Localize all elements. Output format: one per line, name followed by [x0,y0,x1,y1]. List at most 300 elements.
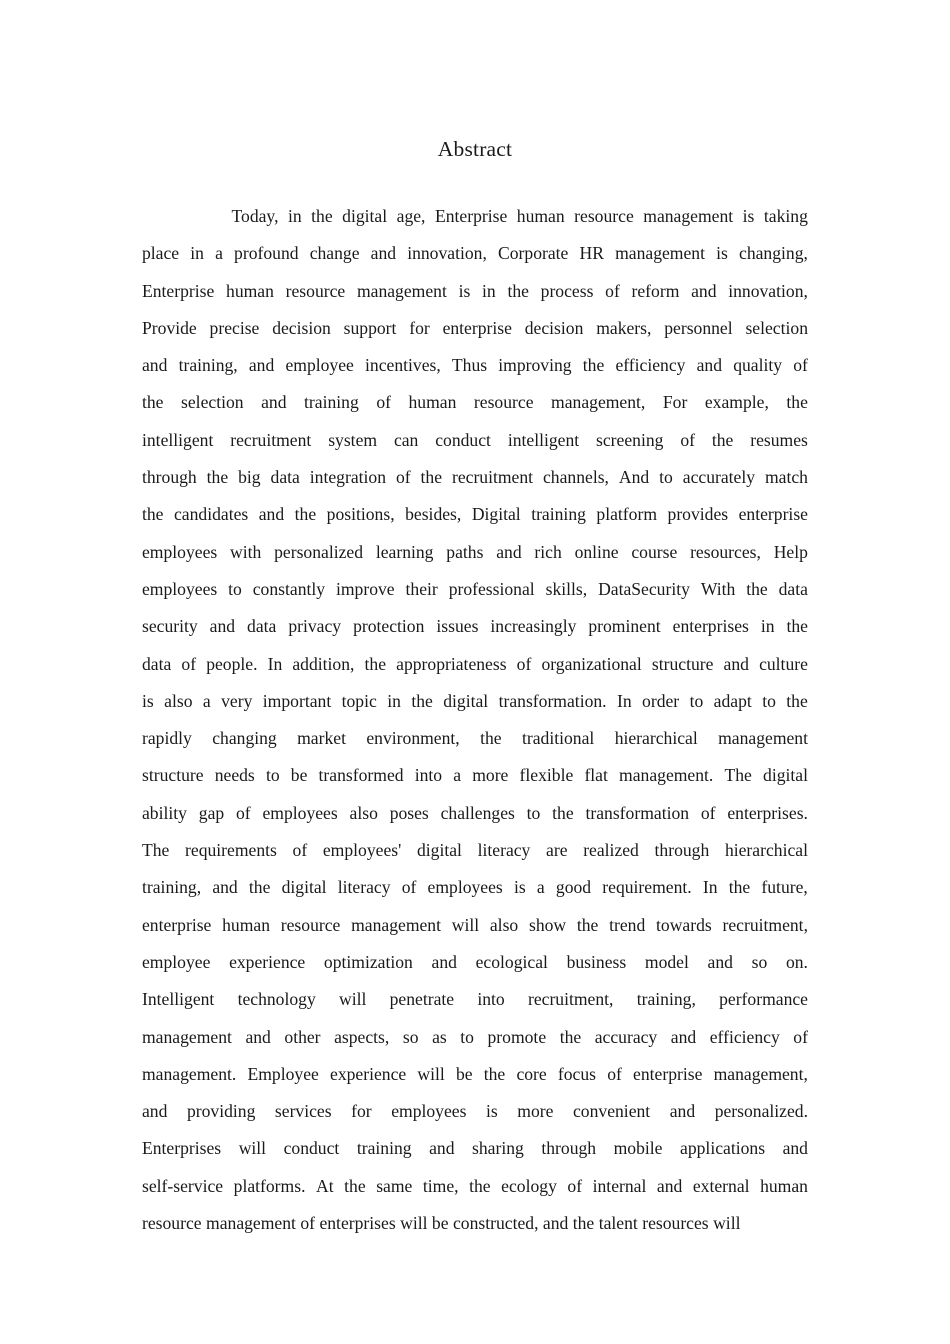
word: will [238,1138,267,1159]
word: to [762,690,776,711]
word: also [164,690,193,711]
word: employees [142,578,218,599]
word: convenient [573,1101,651,1122]
word: providing [186,1101,256,1122]
word: system [328,429,378,450]
abstract-paragraph [142,198,808,1242]
word: constantly [252,578,326,599]
word: the [552,802,574,823]
word: business [566,951,627,972]
word: sharing [472,1138,524,1159]
word: of [516,653,532,674]
word: challenges [440,802,515,823]
word: adapt [713,690,752,711]
word: of [181,653,197,674]
word: applications [680,1138,766,1159]
abstract-line [142,795,808,832]
word: In [702,877,718,898]
abstract-line [142,235,808,272]
word: ecological [475,951,548,972]
word: the [576,914,599,935]
word: place [142,243,180,264]
word: the [142,504,164,525]
word: to [526,802,541,823]
word: the [786,392,808,413]
word: data [142,653,172,674]
word: human [408,392,457,413]
word: digital [763,765,808,786]
word: external [692,1175,750,1196]
word: through [142,467,197,488]
abstract-line [142,646,808,683]
word: hierarchical [614,728,698,749]
word: personalized. [714,1101,808,1122]
word: enterprise [142,914,212,935]
word: the [248,877,271,898]
word: time, [422,1175,459,1196]
abstract-line [142,981,808,1018]
word: platform [596,504,658,525]
word: of [567,1175,583,1196]
word: in [482,280,496,301]
word: constructed, [452,1213,539,1234]
word: and [670,1026,697,1047]
word: and [542,1213,569,1234]
abstract-line [142,496,808,533]
word: management [206,1213,296,1234]
word: skills, [545,578,588,599]
word: resumes [750,429,808,450]
word: training, [142,877,202,898]
word: ability [142,802,187,823]
word: of [395,467,411,488]
word: to [460,1026,474,1047]
word: personalized [274,541,364,562]
abstract-line [142,944,808,981]
word: Intelligent [142,989,215,1010]
word: With [700,578,736,599]
word: digital [342,206,388,226]
word: same [376,1175,413,1196]
word: training [304,392,359,413]
abstract-line [142,907,808,944]
word: structure [142,765,204,786]
word: to [265,765,280,786]
word: requirement. [602,877,692,898]
word: process [540,280,594,301]
word: enterprises [672,616,749,637]
word: enterprises [319,1213,396,1234]
word: talent [598,1213,638,1234]
word: be [431,1213,449,1234]
word: and [496,541,522,562]
word: more [472,765,509,786]
word: the [480,728,502,749]
word: the [572,1213,595,1234]
word: addition, [292,653,355,674]
word: paths [446,541,484,562]
word: needs [214,765,255,786]
word: protection [353,616,425,637]
word: rapidly [142,728,192,749]
word: of [607,1063,622,1084]
word: the [420,467,443,488]
paragraph-indent [142,198,222,235]
word: management [643,206,734,226]
word: of [300,1213,316,1234]
word: penetrate [389,989,455,1010]
word: changing, [739,243,808,264]
word: data [270,467,300,488]
abstract-line [142,608,808,645]
word: through [541,1138,597,1159]
word: is [458,280,471,301]
word: accurately [682,467,756,488]
word: channels, [543,467,609,488]
word: will [400,1213,428,1234]
word: data [247,616,277,637]
word: candidates [174,504,249,525]
abstract-line [142,571,808,608]
word: hierarchical [724,840,808,861]
word: recruitment [230,429,312,450]
word: in [287,206,302,226]
word: training [356,1138,412,1159]
word: for [409,317,430,338]
abstract-line [142,384,808,421]
word: requirements [185,840,277,861]
word: is [716,243,728,264]
word: technology [237,989,316,1010]
word: intelligent [507,429,580,450]
word: important [262,690,332,711]
word: into [477,989,505,1010]
word: Enterprise [142,280,215,301]
word: also [489,914,519,935]
word: transformation [585,802,690,823]
word: show [528,914,567,935]
word: of [793,1026,808,1047]
word: is [742,206,755,226]
word: security [142,616,198,637]
word: resource [285,280,346,301]
word: the [344,1175,366,1196]
word: resources, [690,541,761,562]
word: training [531,504,586,525]
word: and [258,504,285,525]
word: through [654,840,710,861]
abstract-line [142,422,808,459]
word: transformation. [498,690,607,711]
word: of [292,840,308,861]
word: training, [178,355,238,376]
word: decision [272,317,331,338]
word: course [631,541,678,562]
word: so [751,951,768,972]
word: of [401,877,417,898]
word: recruitment, [722,914,808,935]
word: in [190,243,204,264]
word: and [696,355,723,376]
word: model [644,951,689,972]
abstract-line [142,1205,808,1242]
word: efficiency [615,355,686,376]
abstract-line [142,1019,808,1056]
word: precise [209,317,260,338]
word: and [142,355,168,376]
word: At [316,1175,334,1196]
word: And [618,467,650,488]
word: accuracy [594,1026,658,1047]
word: increasingly [490,616,577,637]
word: recruitment [451,467,534,488]
word: and [656,1175,683,1196]
word: platforms. [233,1175,306,1196]
word: human [222,914,271,935]
word: are [546,840,568,861]
word: reform [631,280,680,301]
word: Today, [231,206,279,226]
abstract-line [142,683,808,720]
word: the [711,429,734,450]
word: a [536,877,545,898]
word: the [746,578,768,599]
word: intelligent [142,429,214,450]
word: of [680,429,695,450]
word: can [393,429,419,450]
word: of [793,355,808,376]
word: of [605,280,620,301]
word: professional [448,578,535,599]
word: the [786,690,808,711]
word: core [516,1063,547,1084]
word: with [230,541,262,562]
word: organizational [541,653,642,674]
word: be [290,765,308,786]
word: topic [341,690,377,711]
word: realized [583,840,639,861]
word: towards [656,914,712,935]
word: innovation, [728,280,808,301]
word: Corporate [498,243,569,264]
word: In [616,690,632,711]
word: the [786,616,808,637]
abstract-line [142,310,808,347]
word: and [723,653,749,674]
word: The [724,765,752,786]
word: and [669,1101,696,1122]
word: For [662,392,688,413]
word: and [142,1101,168,1122]
word: digital [281,877,327,898]
abstract-line [142,459,808,496]
word: also [349,802,378,823]
word: The [142,840,170,861]
word: support [343,317,397,338]
word: Thus [451,355,488,376]
page-title: Abstract [437,137,513,162]
word: ecology [501,1175,557,1196]
word: the [469,1175,491,1196]
word: big [238,467,261,488]
word: profound [234,243,299,264]
word: human [760,1175,808,1196]
word: appropriateness [396,653,507,674]
word: management [142,1026,232,1047]
word: learning [375,541,434,562]
word: on. [785,951,808,972]
abstract-line [142,1093,808,1130]
word: makers, [596,317,652,338]
abstract-line [142,869,808,906]
word: digital [443,690,489,711]
word: the [206,467,229,488]
abstract-line [142,757,808,794]
word: to [689,690,704,711]
abstract-line [142,720,808,757]
word: provides [667,504,729,525]
word: enterprises. [727,802,808,823]
word: is [486,1101,498,1122]
word: performance [719,989,808,1010]
word: human [226,280,274,301]
word: self-service [142,1175,224,1196]
word: the [483,1063,506,1084]
word: Help [773,541,808,562]
word: employee [142,951,211,972]
word: services [274,1101,332,1122]
word: literacy [477,840,531,861]
word: in [387,690,401,711]
word: will [339,989,367,1010]
word: order [642,690,680,711]
word: and [209,616,236,637]
word: focus [557,1063,597,1084]
word: very [221,690,253,711]
word: a [215,243,223,264]
abstract-line [142,534,808,571]
word: resource [574,206,634,226]
word: internal [592,1175,647,1196]
word: DataSecurity [598,578,690,599]
word: age, [396,206,426,226]
word: is [513,877,526,898]
word: screening [596,429,664,450]
word: management [356,280,447,301]
word: selection [181,392,244,413]
word: and [782,1138,808,1159]
word: taking [763,206,808,226]
word: a [453,765,462,786]
word: will [713,1213,741,1234]
word: HR [579,243,604,264]
word: good [555,877,592,898]
word: to [228,578,242,599]
abstract-line [142,273,808,310]
word: and [245,1026,271,1047]
word: example, [704,392,769,413]
word: be [455,1063,473,1084]
word: incentives, [365,355,441,376]
word: match [764,467,808,488]
word: the [582,355,605,376]
word: transformed [318,765,404,786]
word: besides, [405,504,462,525]
word: of [236,802,251,823]
word: management, [551,392,646,413]
word: enterprise [633,1063,703,1084]
word: In [267,653,283,674]
word: literacy [337,877,391,898]
word: Employee [247,1063,319,1084]
word: conduct [283,1138,340,1159]
word: conduct [435,429,491,450]
word: improve [335,578,395,599]
word: digital [416,840,462,861]
word: Provide [142,317,197,338]
word: environment, [366,728,460,749]
word: the [311,206,333,226]
word: resources [642,1213,709,1234]
abstract-line [142,347,808,384]
word: employees' [322,840,402,861]
word: training, [636,989,696,1010]
word: will [451,914,480,935]
word: and [691,280,717,301]
word: data [778,578,808,599]
word: changing [212,728,277,749]
word: prominent [588,616,661,637]
word: people. [206,653,258,674]
word: issues [436,616,479,637]
word: to [659,467,673,488]
word: and [431,951,457,972]
word: trend [609,914,646,935]
word: as [432,1026,447,1047]
word: experience [229,951,306,972]
word: Enterprises [142,1138,222,1159]
word: poses [389,802,429,823]
word: the [559,1026,582,1047]
abstract-line [142,1056,808,1093]
word: into [414,765,443,786]
word: the [507,280,529,301]
word: Enterprise [434,206,508,226]
word: for [351,1101,372,1122]
word: will [417,1063,445,1084]
word: of [700,802,716,823]
word: employee [285,355,354,376]
word: and [248,355,275,376]
word: and [261,392,287,413]
word: the [294,504,317,525]
word: rich [534,541,562,562]
abstract-line [142,1168,808,1205]
word: future, [761,877,808,898]
word: the [411,690,433,711]
word: Digital [471,504,521,525]
word: resource [142,1213,202,1234]
word: so [402,1026,419,1047]
word: employees [142,541,218,562]
word: traditional [521,728,595,749]
word: and [429,1138,455,1159]
word: resource [473,392,534,413]
word: employees [391,1101,467,1122]
word: online [574,541,619,562]
word: is [142,690,154,711]
word: and [212,877,238,898]
